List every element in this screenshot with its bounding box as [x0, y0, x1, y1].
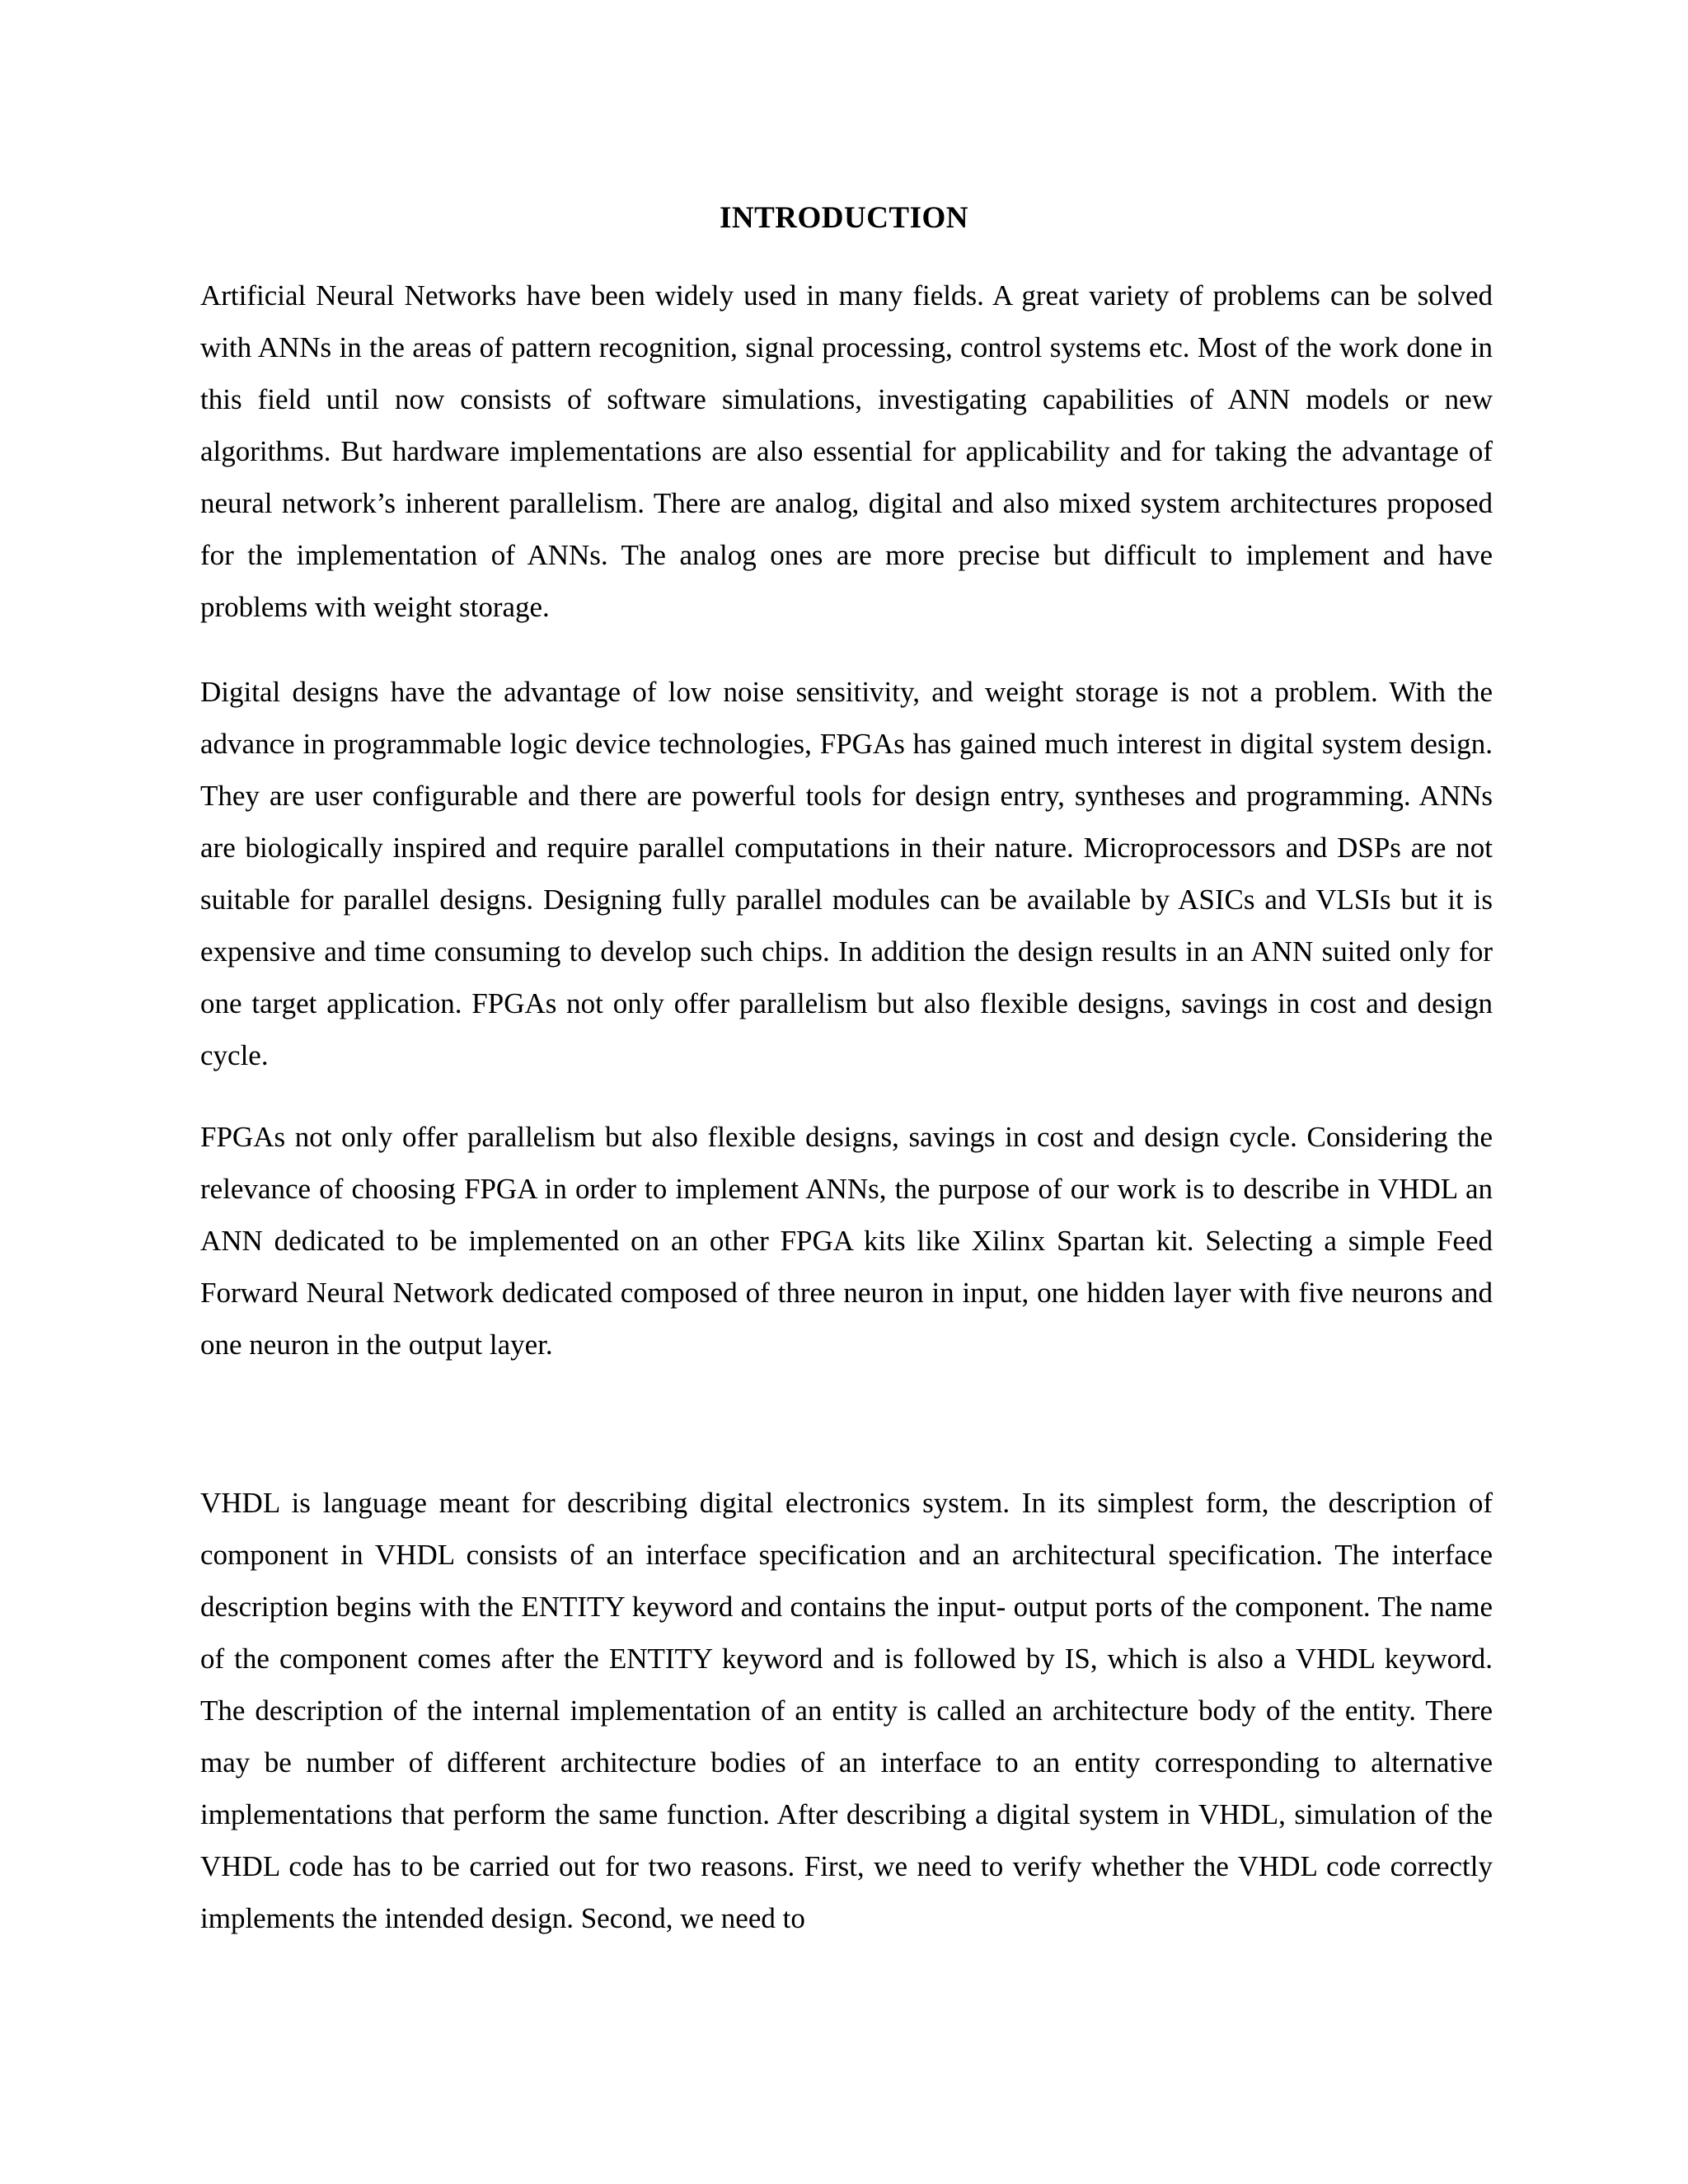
paragraph-digital-designs: Digital designs have the advantage of low noise sensitivity, and weight storage is not a problem. With the advance in programmable logic device technologies, FPGAs has gained much interest in digital system design. They are user configurable and there are powerful tools for design entry, syntheses and programming. ANNs are biologically inspired and require parallel computations in their nature. Microprocessors and DSPs are not suitable for parallel designs. Designing fully parallel modules can be available by ASICs and VLSIs but it is expensive and time consuming to develop such chips. In addition the design results in an ANN suited only for one target application. FPGAs not only offer parallelism but also flexible designs, savings in cost and design cycle. — [200, 676, 1493, 1071]
paragraph-fpga-purpose: FPGAs not only offer parallelism but also flexible designs, savings in cost and design cycle. Considering the relevance of choosing FPGA in order to implement ANNs, the purpose of our work is to describe in VHDL an ANN dedicated to be implemented on an other FPGA kits like Xilinx Spartan kit. Selecting a simple Feed Forward Neural Network dedicated composed of three neuron in input, one hidden layer with five neurons and one neuron in the output layer. — [200, 1121, 1493, 1361]
page-title: INTRODUCTION — [719, 201, 969, 235]
paragraph-vhdl: VHDL is language meant for describing digital electronics system. In its simplest form, the description of component in VHDL consists of an interface specification and an architectural specification. The interface description begins with the ENTITY keyword and contains the input- output ports of the component. The name of the component comes after the ENTITY keyword and is followed by IS, which is also a VHDL keyword. The description of the internal implementation of an entity is called an architecture body of the entity. There may be number of different architecture bodies of an interface to an entity corresponding to alternative implementations that perform the same function. After describing a digital system in VHDL, simulation of the VHDL code has to be carried out for two reasons. First, we need to verify whether the VHDL code correctly implements the intended design. Second, we need to — [200, 1487, 1493, 1934]
paragraph-intro-ann: Artificial Neural Networks have been widely used in many fields. A great variety of problems can be solved with ANNs in the areas of pattern recognition, signal processing, control systems etc. Most of the work done in this field until now consists of software simulations, investigating capabilities of ANN models or new algorithms. But hardware implementations are also essential for applicability and for taking the advantage of neural network’s inherent parallelism. There are analog, digital and also mixed system architectures proposed for the implementation of ANNs. The analog ones are more precise but difficult to implement and have problems with weight storage. — [200, 279, 1493, 623]
